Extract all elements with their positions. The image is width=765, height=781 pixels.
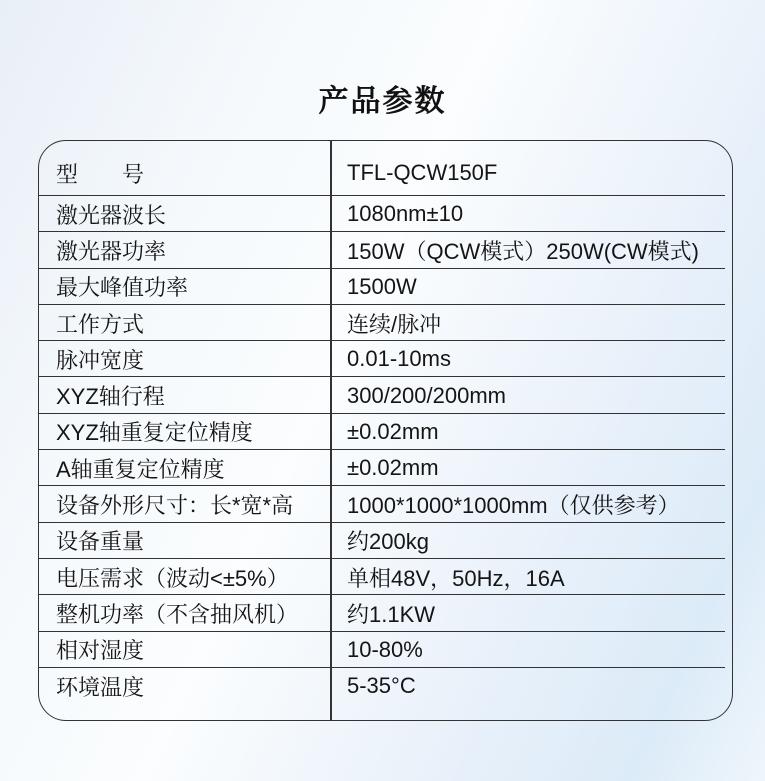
row-label: XYZ轴重复定位精度	[56, 420, 253, 446]
table-row	[39, 450, 732, 486]
table-row	[39, 141, 732, 196]
row-value: 0.01-10ms	[347, 346, 451, 372]
table-row	[39, 414, 732, 450]
spec-table-rows	[39, 141, 732, 720]
row-label: 设备重量	[56, 529, 145, 555]
table-row	[39, 305, 732, 341]
row-value: 1080nm±10	[347, 201, 464, 227]
table-row	[39, 232, 732, 268]
table-row	[39, 523, 732, 559]
row-value: 1500W	[347, 273, 417, 299]
page-title: 产品参数	[318, 85, 447, 119]
row-label: A轴重复定位精度	[56, 456, 225, 482]
row-label: 脉冲宽度	[56, 347, 145, 373]
table-row	[39, 595, 732, 631]
row-value: TFL-QCW150F	[347, 160, 498, 185]
table-row	[39, 668, 732, 704]
table-row	[39, 559, 732, 595]
row-label: 激光器功率	[56, 238, 167, 264]
row-value: ±0.02mm	[347, 418, 439, 444]
row-label: XYZ轴行程	[56, 384, 165, 410]
row-value: 10-80%	[347, 636, 423, 662]
row-label: 电压需求（波动<±5%）	[56, 565, 289, 591]
row-value: 单相48V，50Hz，16A	[347, 565, 565, 591]
row-value: 300/200/200mm	[347, 382, 506, 408]
row-value: 150W（QCW模式）250W(CW模式)	[347, 238, 700, 264]
row-label: 相对湿度	[56, 638, 145, 664]
spec-table	[38, 140, 733, 721]
table-row	[39, 486, 732, 522]
row-label: 环境温度	[56, 674, 145, 700]
row-label: 设备外形尺寸：长*宽*高	[56, 493, 294, 519]
row-label: 型 号	[56, 161, 145, 187]
table-row	[39, 377, 732, 413]
table-row	[39, 632, 732, 668]
row-value: ±0.02mm	[347, 455, 439, 481]
row-label: 最大峰值功率	[56, 275, 189, 301]
column-divider	[330, 141, 332, 720]
table-row	[39, 196, 732, 232]
table-row	[39, 269, 732, 305]
table-row	[39, 341, 732, 377]
row-label: 激光器波长	[56, 202, 167, 228]
row-label: 工作方式	[56, 311, 145, 337]
row-label: 整机功率（不含抽风机）	[56, 601, 299, 627]
row-value: 约1.1KW	[347, 601, 436, 627]
row-value: 5-35°C	[347, 673, 416, 698]
row-value: 1000*1000*1000mm（仅供参考）	[347, 493, 680, 519]
row-value: 连续/脉冲	[347, 311, 442, 337]
row-value: 约200kg	[347, 529, 429, 555]
